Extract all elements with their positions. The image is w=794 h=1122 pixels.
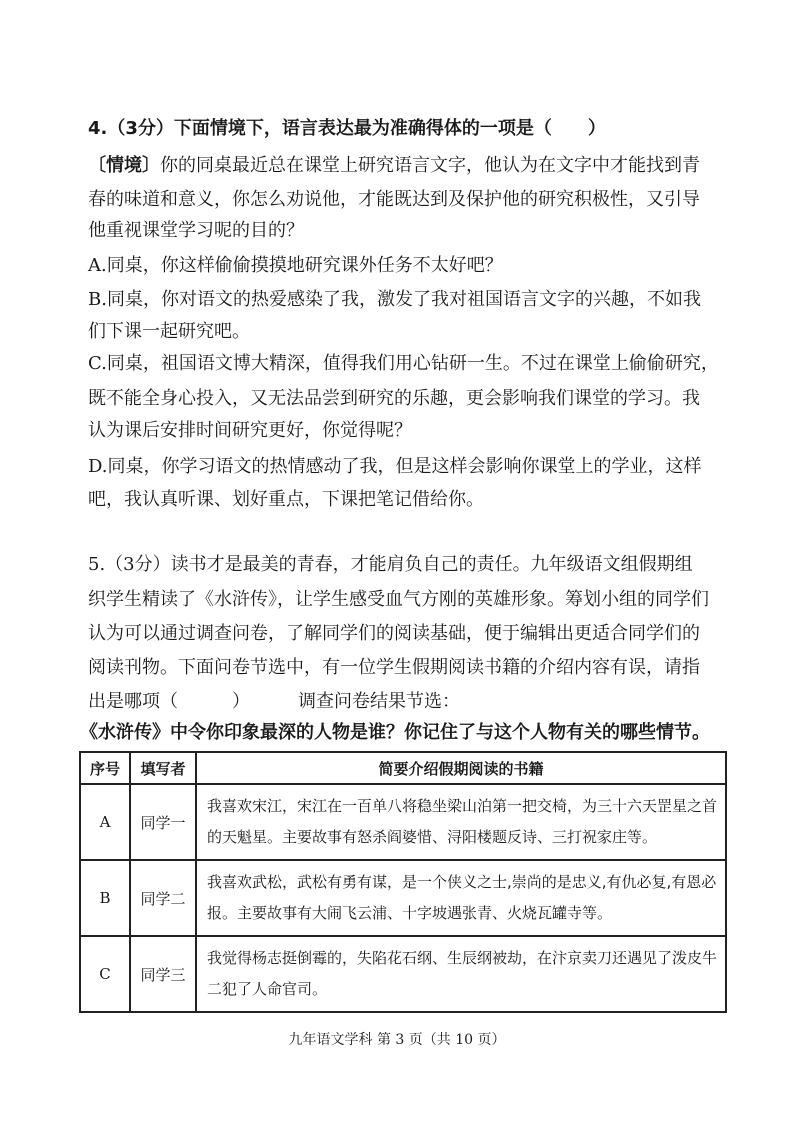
row-desc: 我喜欢宋江，宋江在一百单八将稳坐梁山泊第一把交椅，为三十六天罡星之首的天魁星。主要故事有怒杀阎婆惜、浔阳楼题反诗、三打祝家庄等。 [196,784,726,860]
survey-table [79,751,727,1013]
survey-table-title: 《水浒传》中令你印象最深的人物是谁？你记住了与这个人物有关的哪些情节。 [80,722,710,743]
header-who: 填写者 [130,752,196,784]
q5-line-2: 织学生精读了《水浒传》，让学生感受血气方刚的英雄形象。筹划小组的同学们 [88,589,709,610]
q5-line-1: 5.（3分）读书才是最美的青春，才能肩负自己的责任。九年级语文组假期组 [88,554,693,575]
row-who: 同学三 [130,936,196,1012]
row-who: 同学一 [130,784,196,860]
table-row [80,860,726,936]
q4-option-d-line-1: D.同桌，你学习语文的热情感动了我，但是这样会影响你课堂上的学业，这样 [88,456,702,477]
row-who: 同学二 [130,860,196,936]
row-no: B [80,860,130,936]
q5-line-5 [88,690,460,714]
header-desc: 简要介绍假期阅读的书籍 [196,752,726,784]
q4-option-b-line-2: 们下课一起研究吧。 [88,321,250,342]
q4-option-b-line-1: B.同桌，你对语文的热爱感染了我，激发了我对祖国语言文字的兴趣，不如我 [88,289,701,310]
q4-context-line-3: 他重视课堂学习呢的目的？ [88,220,304,241]
q5-answer-prompt: 出是哪项（ ） [88,691,250,712]
q4-option-d-line-2: 吧，我认真听课、划好重点，下课把笔记借给你。 [88,489,484,510]
q4-option-c-line-2: 既不能全身心投入，又无法品尝到研究的乐趣，更会影响我们课堂的学习。我 [88,388,700,409]
q4-option-c-line-3: 认为课后安排时间研究更好，你觉得呢？ [88,420,412,441]
row-no: C [80,936,130,1012]
q4-option-a: A.同桌，你这样偷偷摸摸地研究课外任务不太好吧？ [88,255,503,276]
row-no: A [80,784,130,860]
q4-context-tag: 〔情境〕 [88,155,160,176]
header-no: 序号 [80,752,130,784]
q4-context-line-1: 〔情境〕你的同桌最近总在课堂上研究语言文字，他认为在文字中才能找到青 [88,155,700,176]
table-row [80,784,726,860]
q5-line-4: 阅读刊物。下面问卷节选中，有一位学生假期阅读书籍的介绍内容有误，请指 [88,657,700,678]
page-footer: 九年语文学科 第 3 页（共 10 页） [288,1032,506,1048]
table-row [80,936,726,1012]
q5-line-3: 认为可以通过调查问卷，了解同学们的阅读基础，便于编辑出更适合同学们的 [88,623,700,644]
row-desc: 我觉得杨志挺倒霉的，失陷花石纲、生辰纲被劫，在汴京卖刀还遇见了泼皮牛二犯了人命官司。 [196,936,726,1012]
q4-context-line-2: 春的味道和意义，你怎么劝说他，才能既达到及保护他的研究积极性，又引导 [88,189,700,210]
q4-option-c-line-1: C.同桌，祖国语文博大精深，值得我们用心钻研一生。不过在课堂上偷偷研究， [88,353,719,374]
survey-table-header-row [80,752,726,784]
q4-title: 4.（3分）下面情境下，语言表达最为准确得体的一项是（ ） [88,118,606,139]
q5-survey-caption: 调查问卷结果节选： [298,691,460,712]
row-desc: 我喜欢武松，武松有勇有谋，是一个侠义之士,崇尚的是忠义,有仇必复,有恩必报。主要故事有大闹飞云浦、十字坡遇张青、火烧瓦罐寺等。 [196,860,726,936]
